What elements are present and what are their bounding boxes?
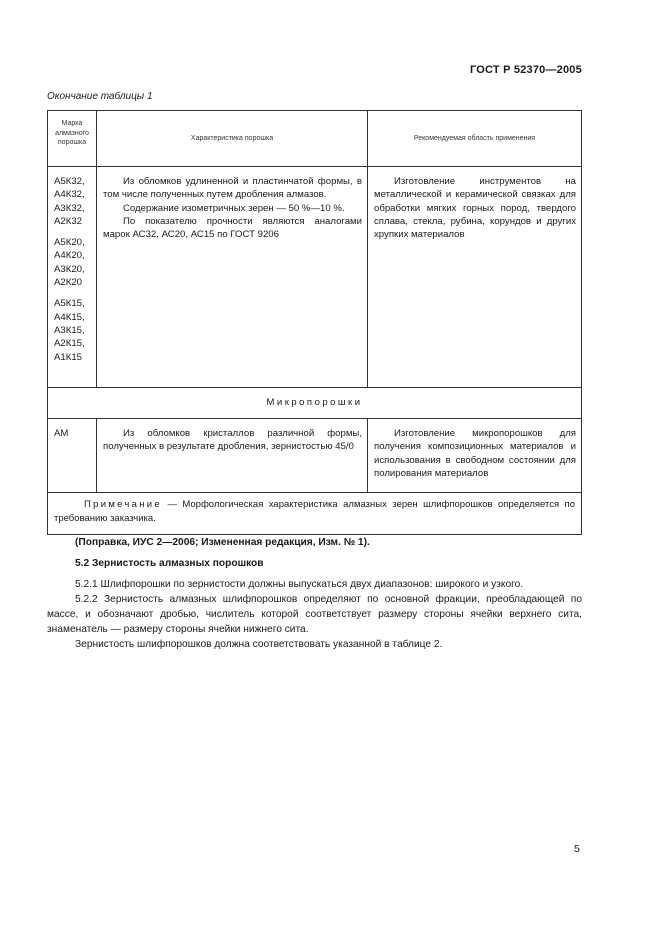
characteristic-text: По показателю прочности являются аналогами марок АС32, АС20, АС15 по ГОСТ 9206 bbox=[103, 215, 362, 241]
grade-value: А3К20, bbox=[54, 263, 85, 275]
grade-value: А3К15, bbox=[54, 324, 85, 336]
section-heading: 5.2 Зернистость алмазных порошков bbox=[75, 558, 264, 569]
grade-value: А4К20, bbox=[54, 250, 85, 262]
section-title: Микропорошки bbox=[48, 388, 582, 419]
grade-value: АМ bbox=[54, 428, 69, 439]
note-text: — Морфологическая характеристика алмазных зерен шлифпорошков определяется по требованию заказчика. bbox=[54, 499, 575, 524]
characteristic-cell bbox=[97, 167, 368, 388]
page-number: 5 bbox=[574, 843, 580, 855]
characteristic-text: Из обломков удлиненной и пластинчатой формы, в том числе полученных путем дробления алмазов. bbox=[103, 176, 362, 201]
paragraph: 5.2.1 Шлифпорошки по зернистости должны выпускаться двух диапазонов: широкого и узкого. bbox=[75, 579, 524, 590]
table-row bbox=[48, 419, 582, 493]
grade-value: А4К32, bbox=[54, 189, 85, 201]
properties-table bbox=[47, 110, 582, 535]
amendment-note: (Поправка, ИУС 2—2006; Измененная редакция, Изм. № 1). bbox=[75, 537, 370, 548]
characteristic-cell bbox=[97, 419, 368, 493]
document-number: ГОСТ Р 52370—2005 bbox=[470, 64, 582, 76]
header-application: Рекомендуемая область применения bbox=[368, 111, 582, 167]
grade-value: А1К15 bbox=[54, 351, 82, 363]
application-text: Изготовление инструментов на металлической и керамической связках для обработки мягких горных пород, твердого сплава, стекла, рубина, корундов и других хрупких материалов bbox=[374, 176, 576, 241]
table-caption: Окончание таблицы 1 bbox=[47, 91, 153, 102]
grade-value: А2К20 bbox=[54, 277, 82, 289]
header-grade bbox=[48, 111, 97, 167]
section-row bbox=[48, 388, 582, 419]
application-cell bbox=[368, 419, 582, 493]
paragraph: 5.2.2 Зернистость алмазных шлифпорошков определяют по основной фракции, преобладающей по массе, и обозначают дробью, числитель которой соответствует размеру стороны ячейки верхнего сита, знаменатель — размеру стороны ячейки нижнего сита. bbox=[47, 594, 582, 635]
header-grade-line: алмазного bbox=[55, 129, 89, 137]
table-note bbox=[48, 493, 582, 535]
grade-value: А5К15, bbox=[54, 298, 85, 310]
note-label: Примечание bbox=[84, 499, 162, 510]
grade-cell bbox=[48, 419, 97, 493]
grade-cell bbox=[48, 167, 97, 388]
grade-value: А2К15, bbox=[54, 338, 85, 350]
grade-value: А2К32 bbox=[54, 215, 82, 227]
grade-value: А5К20, bbox=[54, 237, 85, 249]
characteristic-text: Содержание изометричных зерен — 50 %—10 %. bbox=[123, 202, 345, 214]
grade-value: А3К32, bbox=[54, 202, 85, 214]
section-body bbox=[47, 577, 582, 652]
table-row bbox=[48, 167, 582, 388]
header-characteristic: Характеристика порошка bbox=[97, 111, 368, 167]
note-row bbox=[48, 493, 582, 535]
characteristic-text: Из обломков кристаллов различной формы, полученных в результате дробления, зернистостью 45/0 bbox=[103, 428, 362, 453]
grade-value: А4К15, bbox=[54, 311, 85, 323]
grade-value: А5К32, bbox=[54, 176, 85, 187]
table-header-row bbox=[48, 111, 582, 167]
paragraph: Зернистость шлифпорошков должна соответствовать указанной в таблице 2. bbox=[75, 639, 443, 650]
application-text: Изготовление микропорошков для получения композиционных материалов и использования в свободном состоянии для полирования материалов bbox=[374, 428, 576, 479]
header-grade-line: порошка bbox=[57, 139, 87, 146]
header-grade-line: Марка bbox=[61, 120, 83, 127]
application-cell bbox=[368, 167, 582, 388]
